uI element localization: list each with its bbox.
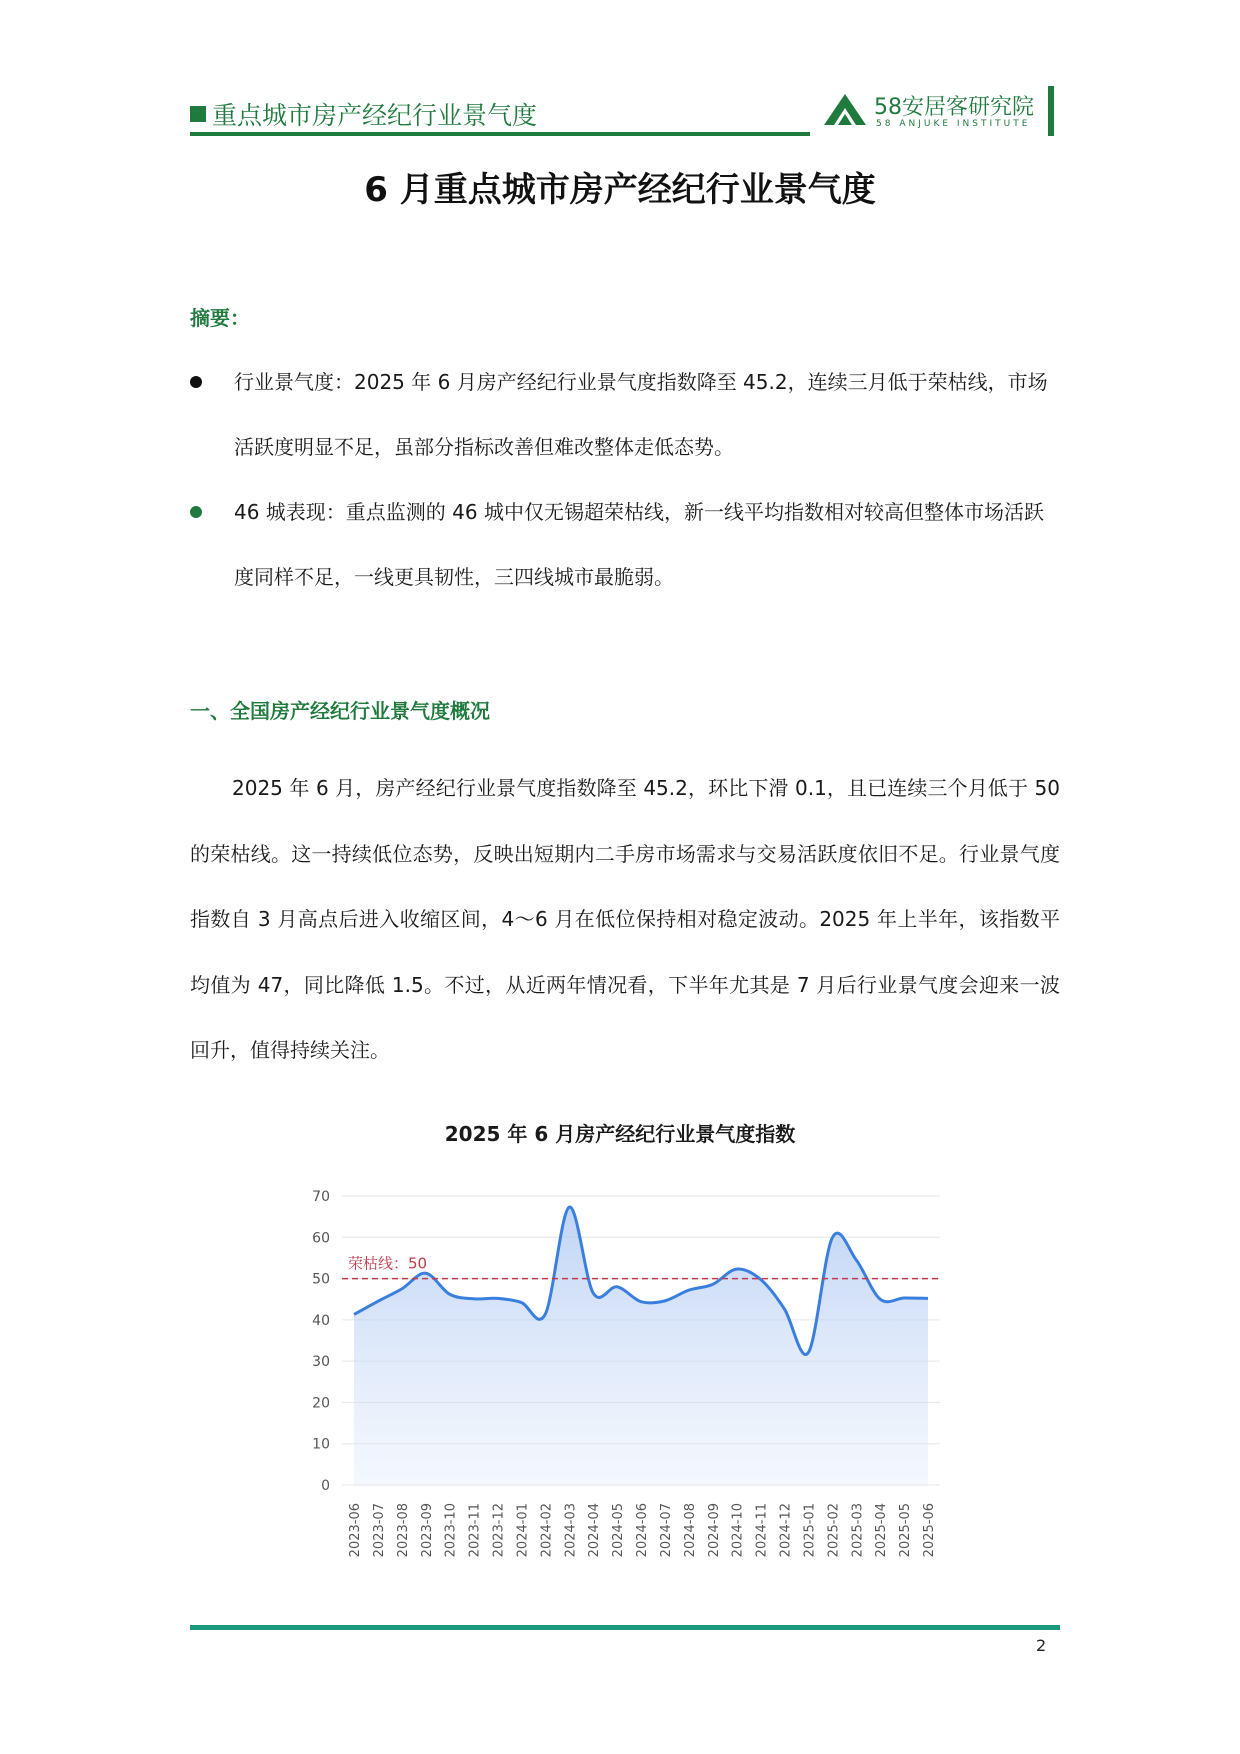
x-tick-label: 2023-08: [395, 1503, 411, 1558]
data-point: [687, 1289, 690, 1292]
bullet-dot-icon: [190, 506, 202, 518]
y-tick-label: 70: [312, 1189, 330, 1205]
data-point: [663, 1299, 666, 1302]
data-point: [448, 1293, 451, 1296]
x-tick-label: 2025-05: [898, 1503, 914, 1558]
page-title: 6 月重点城市房产经纪行业景气度: [364, 170, 876, 210]
data-point: [616, 1285, 619, 1288]
x-tick-label: 2024-09: [706, 1503, 722, 1558]
header-title-text: 重点城市房产经纪行业景气度: [212, 101, 538, 130]
summary-bullet-1: [190, 350, 1060, 480]
bullet-dot-icon: [190, 376, 202, 388]
header-square-icon: [190, 106, 206, 122]
x-tick-label: 2024-06: [635, 1503, 650, 1558]
header-rule: [190, 132, 810, 136]
header-title: [190, 96, 537, 132]
index-area-chart: [290, 1180, 970, 1580]
data-point: [472, 1297, 475, 1300]
page-number: 2: [1036, 1636, 1047, 1655]
data-point: [568, 1206, 571, 1209]
summary-bullet-text: 行业景气度：2025 年 6 月房产经纪行业景气度指数降至 45.2，连续三月低于荣枯线，市场活跃度明显不足，虽部分指标改善但难改整体走低态势。: [234, 370, 1048, 459]
summary-label: 摘要：: [190, 306, 250, 330]
x-tick-label: 2023-09: [419, 1503, 435, 1558]
data-point: [400, 1287, 403, 1290]
x-tick-label: 2023-10: [443, 1503, 459, 1558]
y-tick-label: 0: [321, 1478, 330, 1494]
x-tick-label: 2024-02: [539, 1503, 555, 1558]
body-paragraph: 2025 年 6 月，房产经纪行业景气度指数降至 45.2，环比下滑 0.1，且已连续三个月低于 50 的荣枯线。这一持续低位态势，反映出短期内二手房市场需求与交易活跃度依旧不足。行业景气度指数自 3 月高点后进入收缩区间，4～6 月在低位保持相对稳定波动。2025 年上半年，该指数平均值为 47，同比降低 1.5。不过，从近两年情况看，下半年尤其是 7 月后行业景气度会迎来一波回升，值得持续关注。: [190, 776, 1060, 1062]
x-tick-label: 2025-03: [850, 1503, 866, 1558]
data-point: [640, 1300, 643, 1303]
x-tick-label: 2023-06: [348, 1503, 363, 1558]
footer-rule: [190, 1625, 1060, 1630]
x-tick-label: 2024-10: [730, 1503, 746, 1558]
x-tick-label: 2024-08: [682, 1503, 698, 1558]
header-vertical-bar: [1048, 86, 1054, 136]
reference-line-label: 荣枯线：50: [348, 1254, 428, 1273]
y-tick-label: 50: [312, 1271, 330, 1288]
x-tick-label: 2025-01: [802, 1503, 818, 1558]
data-point: [807, 1351, 810, 1354]
x-tick-label: 2025-06: [922, 1503, 937, 1558]
x-tick-label: 2023-11: [467, 1503, 483, 1558]
x-tick-label: 2024-12: [778, 1503, 794, 1558]
logo-subtext: 58 ANJUKE INSTITUTE: [876, 119, 1031, 129]
data-point: [927, 1297, 930, 1300]
summary-bullet-2: [190, 480, 1060, 610]
y-tick-label: 60: [312, 1230, 330, 1247]
x-tick-label: 2024-11: [754, 1503, 770, 1558]
y-tick-label: 10: [312, 1436, 330, 1453]
data-point: [783, 1308, 786, 1311]
logo-text: 58安居客研究院: [874, 95, 1034, 120]
x-tick-label: 2024-05: [611, 1503, 627, 1558]
x-tick-label: 2023-07: [371, 1503, 387, 1558]
area-fill: [354, 1207, 928, 1485]
x-tick-label: 2024-03: [563, 1503, 579, 1558]
x-tick-label: 2023-12: [491, 1503, 507, 1558]
data-point: [376, 1300, 379, 1303]
data-point: [496, 1297, 499, 1300]
data-point: [353, 1313, 356, 1316]
summary-bullet-text: 46 城表现：重点监测的 46 城中仅无锡超荣枯线，新一线平均指数相对较高但整体市场活跃度同样不足，一线更具韧性，三四线城市最脆弱。: [234, 500, 1044, 589]
x-tick-label: 2024-01: [515, 1503, 531, 1558]
data-point: [879, 1298, 882, 1301]
anjuke-logo-icon: [822, 92, 868, 126]
x-tick-label: 2025-04: [874, 1503, 890, 1558]
x-tick-label: 2024-07: [658, 1503, 674, 1558]
data-point: [544, 1313, 547, 1316]
x-tick-label: 2025-02: [826, 1503, 842, 1558]
data-point: [855, 1258, 858, 1261]
data-point: [735, 1268, 738, 1271]
logo: [822, 90, 1042, 134]
data-point: [711, 1283, 714, 1286]
y-tick-label: 40: [312, 1312, 330, 1329]
x-tick-label: 2024-04: [587, 1503, 603, 1558]
data-point: [903, 1296, 906, 1299]
section-heading: 一、全国房产经纪行业景气度概况: [190, 699, 490, 723]
chart-title: 2025 年 6 月房产经纪行业景气度指数: [444, 1122, 796, 1146]
y-tick-label: 20: [312, 1395, 330, 1412]
y-tick-label: 30: [312, 1354, 330, 1371]
data-point: [831, 1236, 834, 1239]
data-point: [759, 1278, 762, 1281]
data-point: [520, 1301, 523, 1304]
data-point: [592, 1292, 595, 1295]
